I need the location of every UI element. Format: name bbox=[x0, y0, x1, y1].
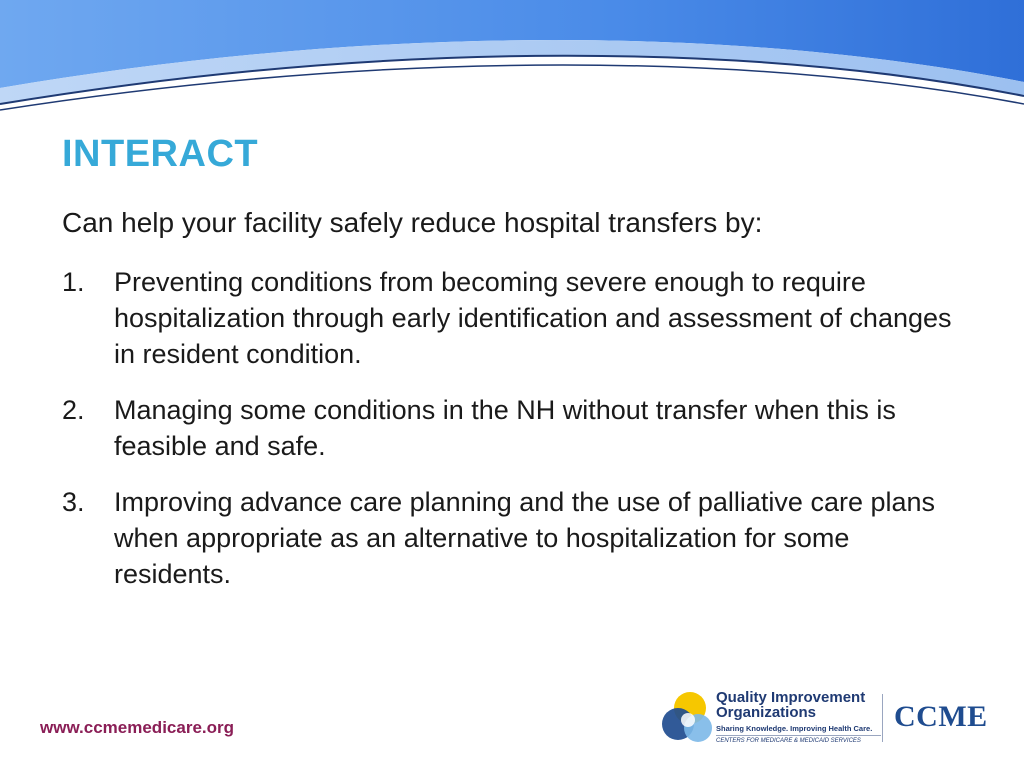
list-item bbox=[62, 392, 962, 464]
list-item-number: 3. bbox=[62, 487, 85, 517]
slide-intro: Can help your facility safely reduce hospital transfers by: bbox=[62, 207, 763, 238]
qio-name-line2: Organizations bbox=[716, 704, 817, 721]
footer-logos bbox=[660, 688, 1000, 748]
list-item-text: Preventing conditions from becoming severe enough to require hospitalization through early identification and assessment of changes in resident condition. bbox=[114, 267, 952, 369]
ccme-logo: CCME bbox=[894, 700, 988, 733]
qio-cms-text: CENTERS FOR MEDICARE & MEDICAID SERVICES bbox=[716, 735, 881, 746]
footer-url: www.ccmemedicare.org bbox=[40, 718, 235, 737]
logo-divider bbox=[882, 694, 883, 742]
list-item bbox=[62, 484, 962, 592]
slide-title: INTERACT bbox=[62, 133, 259, 175]
qio-logo-text bbox=[716, 690, 881, 746]
qio-logo-icon bbox=[660, 688, 716, 746]
list-item-text: Improving advance care planning and the use of palliative care plans when appropriate as an alternative to hospitalization for some residents. bbox=[114, 487, 936, 589]
list-item-number: 2. bbox=[62, 395, 85, 425]
qio-tagline: Sharing Knowledge. Improving Health Care. bbox=[716, 724, 873, 733]
reasons-list bbox=[62, 264, 962, 612]
list-item-number: 1. bbox=[62, 267, 85, 297]
list-item-text: Managing some conditions in the NH without transfer when this is feasible and safe. bbox=[114, 395, 896, 461]
list-item bbox=[62, 264, 962, 372]
header-swoosh bbox=[0, 0, 1024, 130]
qio-name-line1: Quality Improvement bbox=[716, 689, 866, 706]
